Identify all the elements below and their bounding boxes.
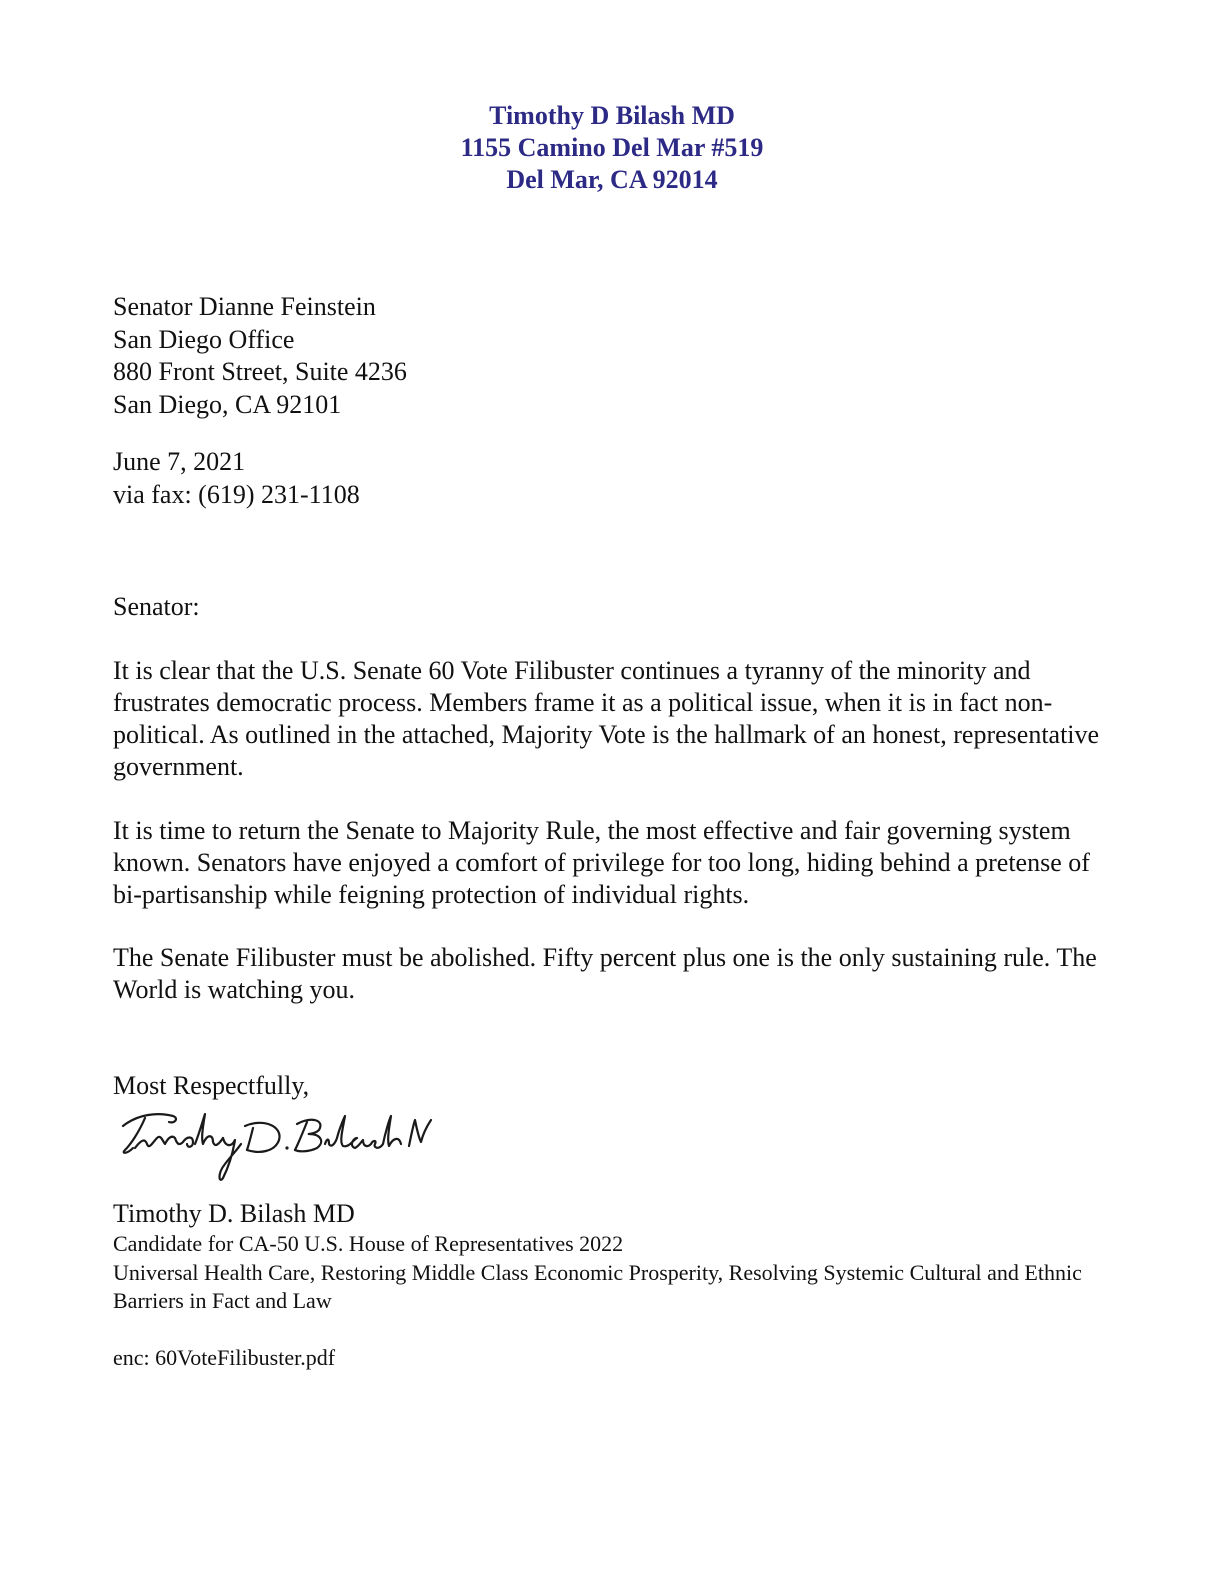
letterhead	[0, 100, 1224, 196]
handwritten-signature	[113, 1104, 433, 1186]
signer-name: Timothy D. Bilash MD	[113, 1199, 355, 1228]
signer-platform: Universal Health Care, Restoring Middle Class Economic Prosperity, Resolving Systemic Cultural and Ethnic Barriers in Fact and Law	[113, 1259, 1082, 1313]
body-paragraph-2: It is time to return the Senate to Majority Rule, the most effective and fair governing system known. Senators have enjoyed a comfort of privilege for too long, hiding behind a pretense of bi-partisanship while feigning protection of individual rights.	[113, 816, 1090, 909]
letterhead-name: Timothy D Bilash MD	[489, 101, 735, 130]
recipient-city: San Diego, CA 92101	[113, 389, 342, 419]
body-paragraph-3: The Senate Filibuster must be abolished. Fifty percent plus one is the only sustaining rule. The World is watching you.	[113, 943, 1097, 1004]
closing: Most Respectfully,	[113, 1071, 310, 1100]
body-paragraph-1: It is clear that the U.S. Senate 60 Vote Filibuster continues a tyranny of the minority and frustrates democratic process. Members frame it as a political issue, when it is in fact non-political. As outlined in the attached, Majority Vote is the hallmark of an honest, representative government.	[113, 656, 1100, 781]
fax-line: via fax: (619) 231-1108	[113, 479, 360, 509]
recipient-street: 880 Front Street, Suite 4236	[113, 357, 407, 386]
letter-date: June 7, 2021	[113, 447, 246, 476]
date-block	[113, 446, 360, 511]
signer-details	[113, 1230, 1113, 1316]
recipient-name: Senator Dianne Feinstein	[113, 292, 376, 321]
signer-title: Candidate for CA-50 U.S. House of Representatives 2022	[113, 1231, 624, 1256]
salutation: Senator:	[113, 592, 200, 621]
recipient-office: San Diego Office	[113, 324, 295, 354]
enclosure-note: enc: 60VoteFilibuster.pdf	[113, 1345, 336, 1370]
letterhead-address-line1: 1155 Camino Del Mar #519	[460, 133, 764, 162]
recipient-address	[113, 291, 407, 421]
letterhead-address-line2: Del Mar, CA 92014	[506, 165, 718, 194]
